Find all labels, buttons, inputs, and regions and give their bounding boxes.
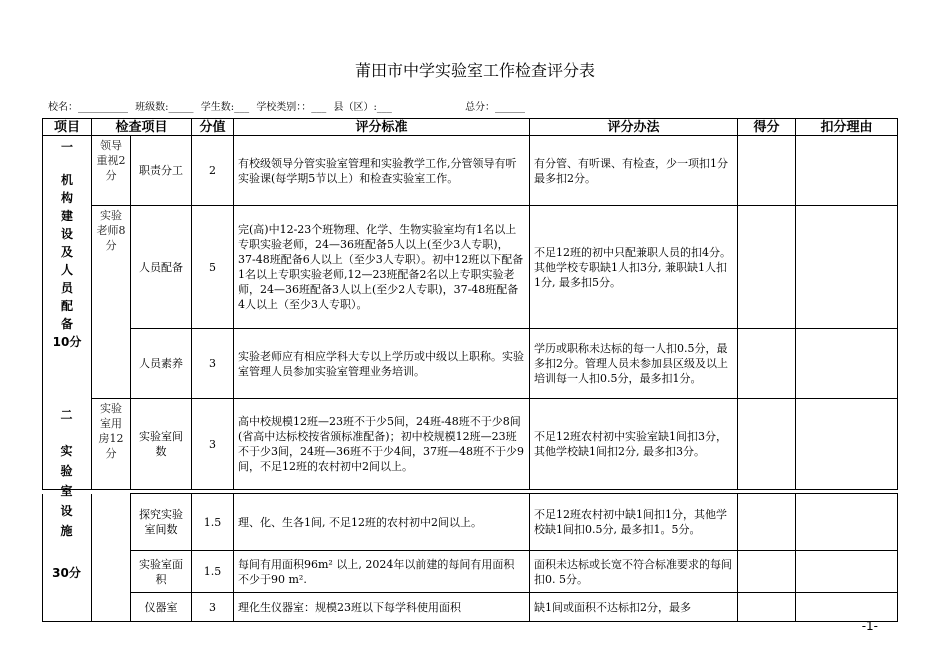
category-one-score: 10分 (52, 335, 82, 349)
item-score: 1.5 (192, 494, 234, 551)
item-score: 5 (192, 206, 234, 329)
category-one-number: 一 (60, 140, 73, 154)
item-score: 3 (192, 329, 234, 399)
header-deduct-reason: 扣分理由 (796, 119, 898, 136)
score-cell[interactable] (738, 136, 796, 206)
item-method: 不足12班农村初中实验室缺1间扣3分，其他学校缺1间扣2分, 最多扣3分。 (530, 399, 738, 490)
header-score: 得分 (738, 119, 796, 136)
info-line (48, 98, 525, 113)
item-method: 缺1间或面积不达标扣2分，最多 (530, 593, 738, 622)
group-leader: 领导重视2分 (92, 136, 131, 206)
category-two (42, 402, 91, 625)
reason-cell[interactable] (796, 593, 898, 622)
score-cell[interactable] (738, 206, 796, 329)
classes-field: 班级数:_____ (135, 102, 194, 113)
item-method: 面积未达标或长宽不符合标准要求的每间扣0. 5分。 (530, 551, 738, 593)
category-two-number: 二 (60, 408, 73, 422)
score-cell[interactable] (738, 593, 796, 622)
table-row (43, 206, 898, 329)
header-score-value: 分值 (192, 119, 234, 136)
category-two-name: 实验室设施 (60, 444, 73, 538)
header-row (43, 119, 898, 136)
table-row (43, 593, 898, 622)
item-score: 3 (192, 593, 234, 622)
table-row (43, 494, 898, 551)
item-standard: 理化生仪器室：规模23班以下每学科使用面积 (234, 593, 530, 622)
item-name: 职责分工 (131, 136, 192, 206)
item-method: 有分管、有听课、有检查，少一项扣1分最多扣2分。 (530, 136, 738, 206)
reason-cell[interactable] (796, 399, 898, 490)
item-score: 2 (192, 136, 234, 206)
item-name: 人员素养 (131, 329, 192, 399)
table-row (43, 551, 898, 593)
header-check-item: 检查项目 (92, 119, 192, 136)
item-standard: 高中校规模12班—23班不于少5间，24班-48班不于少8间(省高中达标校按省颁标准配备)；初中校规模12班—23班不于少3间，24班—36班不于少4间，37班—48班不于少9间，不足12班的农村初中2间以上。 (234, 399, 530, 490)
table-row (43, 399, 898, 490)
school-field: 校名：__________ (48, 102, 128, 113)
item-standard: 有校级领导分管实验室管理和实验教学工作,分管领导有听实验课(每学期5节以上）和检查实验室工作。 (234, 136, 530, 206)
score-cell[interactable] (738, 399, 796, 490)
item-name: 仪器室 (131, 593, 192, 622)
total-score-field: 总分：______ (465, 102, 526, 113)
score-cell[interactable] (738, 551, 796, 593)
students-field: 学生数:___ (200, 102, 250, 113)
reason-cell[interactable] (796, 329, 898, 399)
item-score: 1.5 (192, 551, 234, 593)
item-method: 学历或职称未达标的每一人扣0.5分，最多扣2分。管理人员未参加县区级及以上培训每一人扣0.5分，最多扣1分。 (530, 329, 738, 399)
item-standard: 完(高)中12-23个班物理、化学、生物实验室均有1名以上专职实验老师，24—36班配备5人以上(至少3人专职)，37-48班配备6人以上（至少3人专职）。初中12班以下配备1名以上专职实验老师,12—23班配备2名以上专职实验老师，24—36班配备3人以上(至少2人专职)，37-48班配备4人以上（至少3人专职）。 (234, 206, 530, 329)
table-row (43, 329, 898, 399)
reason-cell[interactable] (796, 136, 898, 206)
header-standard: 评分标准 (234, 119, 530, 136)
item-standard: 每间有用面积96m² 以上, 2024年以前建的每间有用面积不少于90 m². (234, 551, 530, 593)
category-two-score: 30分 (52, 566, 81, 580)
score-cell[interactable] (738, 494, 796, 551)
item-name: 人员配备 (131, 206, 192, 329)
item-name: 实验室间数 (131, 399, 192, 490)
group-room-cont (92, 494, 131, 622)
item-name: 实验室面积 (131, 551, 192, 593)
item-standard: 实验老师应有相应学科大专以上学历或中级以上职称。实验室管理人员参加实验室管理业务培训。 (234, 329, 530, 399)
score-cell[interactable] (738, 329, 796, 399)
page-title: 莆田市中学实验室工作检查评分表 (354, 61, 595, 80)
item-name: 探究实验室间数 (131, 494, 192, 551)
item-method: 不足12班农村初中缺1间扣1分，其他学校缺1间扣0.5分, 最多扣1。5分。 (530, 494, 738, 551)
group-room: 实验室用房12分 (92, 399, 131, 490)
school-type-field: 学校类别：：___ (256, 102, 327, 113)
table-row (43, 136, 898, 206)
item-score: 3 (192, 399, 234, 490)
county-field: 县（区）:___ (333, 102, 392, 113)
reason-cell[interactable] (796, 494, 898, 551)
item-method: 不足12班的初中只配兼职人员的扣4分。其他学校专职缺1人扣3分, 兼职缺1人扣1分, 最多扣5分。 (530, 206, 738, 329)
evaluation-table-continued (42, 493, 898, 622)
reason-cell[interactable] (796, 551, 898, 593)
page-number: -1- (861, 619, 878, 633)
evaluation-table (42, 118, 898, 490)
header-project: 项目 (43, 119, 92, 136)
header-method: 评分办法 (530, 119, 738, 136)
category-one-name: 机构建设及人员配备 (60, 173, 73, 331)
group-teacher: 实验老师8分 (92, 206, 131, 399)
reason-cell[interactable] (796, 206, 898, 329)
item-standard: 理、化、生各1间, 不足12班的农村初中2间以上。 (234, 494, 530, 551)
